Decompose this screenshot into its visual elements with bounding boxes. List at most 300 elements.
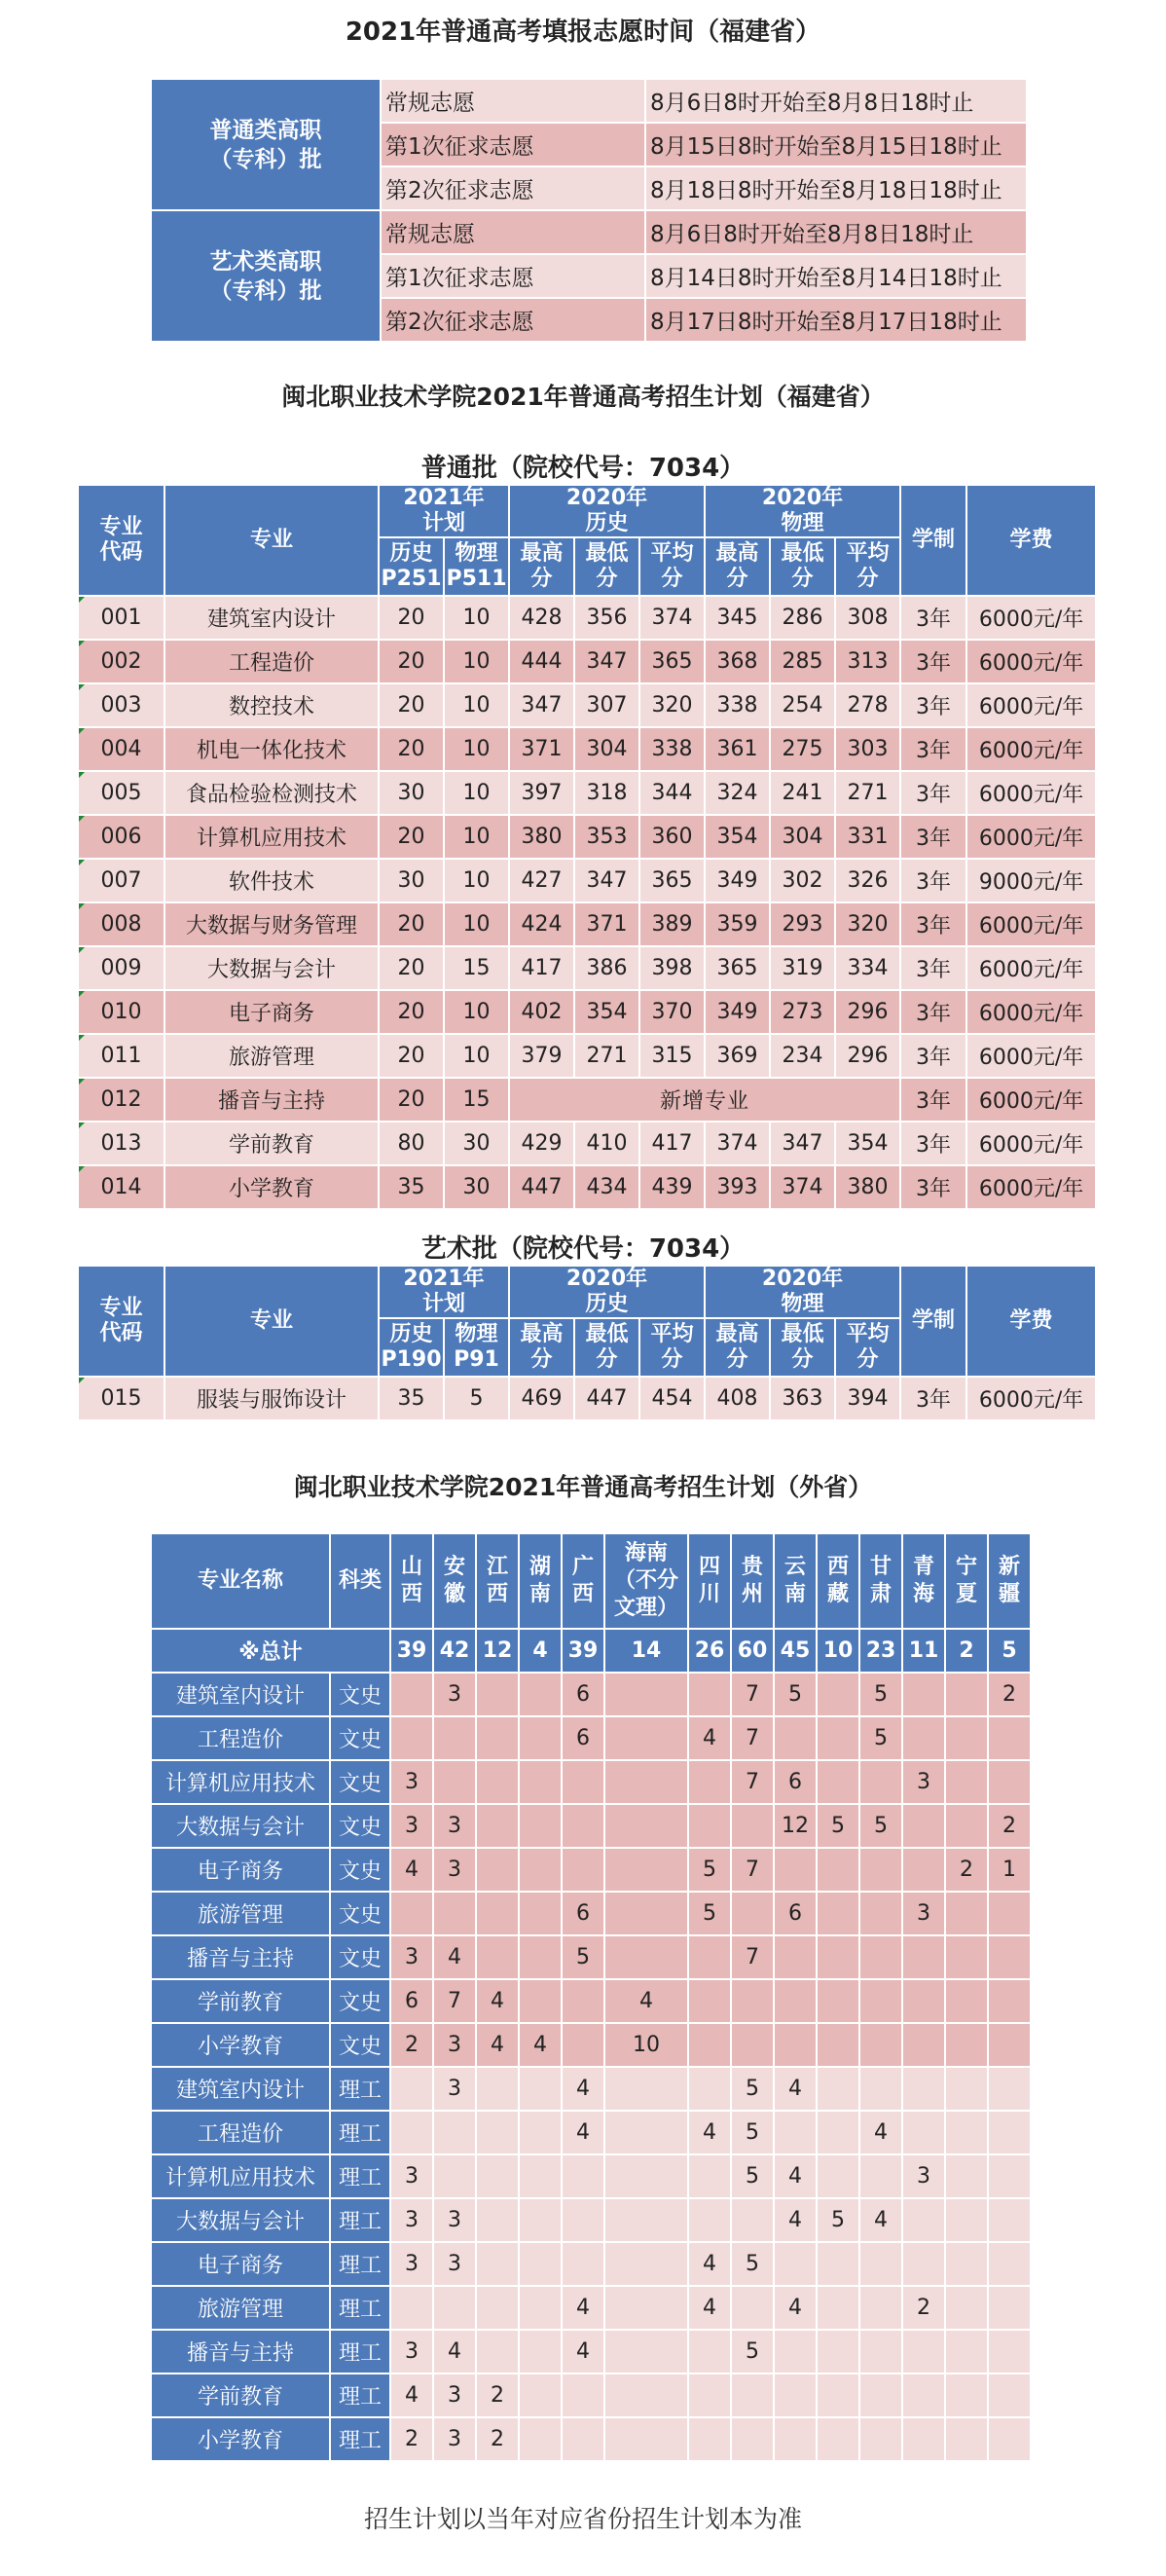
header-score-sub: 平均 分 bbox=[835, 1318, 900, 1377]
province-count: 5 bbox=[859, 1716, 902, 1760]
header-score-sub: 平均 分 bbox=[835, 537, 900, 596]
province-count bbox=[562, 2198, 604, 2242]
history-score: 304 bbox=[574, 727, 639, 771]
volunteer-time: 8月17日8时开始至8月17日18时止 bbox=[645, 298, 1027, 342]
physics-score: 334 bbox=[835, 946, 900, 990]
province-count bbox=[988, 2242, 1031, 2286]
total-value: 26 bbox=[688, 1629, 731, 1673]
plan-count: 35 bbox=[379, 1165, 444, 1209]
province-plan-row bbox=[151, 1716, 1031, 1760]
province-count bbox=[476, 1673, 519, 1716]
header-province: 四 川 bbox=[688, 1533, 731, 1629]
province-count: 4 bbox=[688, 2111, 731, 2154]
total-value: 11 bbox=[902, 1629, 945, 1673]
province-count bbox=[433, 1892, 476, 1935]
plan-count: 20 bbox=[379, 1034, 444, 1078]
plan-count: 10 bbox=[444, 815, 509, 859]
history-score: 347 bbox=[509, 683, 574, 727]
tuition-fee: 6000元/年 bbox=[966, 815, 1096, 859]
physics-score: 354 bbox=[835, 1122, 900, 1165]
major-code: 011 bbox=[78, 1034, 164, 1078]
province-count bbox=[988, 2417, 1031, 2461]
header-score-sub: 最高 分 bbox=[509, 1318, 574, 1377]
major-name: 学前教育 bbox=[164, 1122, 379, 1165]
province-count: 5 bbox=[688, 1892, 731, 1935]
header-fee: 学费 bbox=[966, 485, 1096, 596]
total-row bbox=[151, 1629, 1031, 1673]
major-code: 010 bbox=[78, 990, 164, 1034]
header-score-sub: 最低 分 bbox=[574, 1318, 639, 1377]
plan-count: 20 bbox=[379, 815, 444, 859]
province-count bbox=[817, 1760, 859, 1804]
volunteer-type: 第1次征求志愿 bbox=[381, 123, 645, 166]
batch-name: 艺术类高职 （专科）批 bbox=[151, 210, 381, 342]
province-count bbox=[688, 1935, 731, 1979]
province-plan-row bbox=[151, 2417, 1031, 2461]
province-count: 5 bbox=[731, 2067, 774, 2111]
batch-name: 普通类高职 （专科）批 bbox=[151, 79, 381, 210]
province-count bbox=[519, 2417, 562, 2461]
province-count bbox=[945, 1892, 988, 1935]
province-count bbox=[902, 1935, 945, 1979]
tuition-fee: 6000元/年 bbox=[966, 902, 1096, 946]
plan-count: 20 bbox=[379, 902, 444, 946]
province-count bbox=[945, 1979, 988, 2023]
physics-score: 345 bbox=[705, 596, 770, 640]
major-name: 旅游管理 bbox=[164, 1034, 379, 1078]
province-count: 4 bbox=[433, 2330, 476, 2374]
header-row bbox=[78, 485, 1096, 537]
volunteer-time: 8月14日8时开始至8月14日18时止 bbox=[645, 254, 1027, 298]
province-count bbox=[988, 2067, 1031, 2111]
volunteer-type: 第2次征求志愿 bbox=[381, 166, 645, 210]
header-province: 宁 夏 bbox=[945, 1533, 988, 1629]
province-count bbox=[688, 1760, 731, 1804]
province-count: 6 bbox=[774, 1892, 817, 1935]
province-count bbox=[817, 1979, 859, 2023]
physics-score: 374 bbox=[770, 1165, 835, 1209]
subject-kind: 理工 bbox=[330, 2154, 390, 2198]
province-count bbox=[476, 2111, 519, 2154]
province-count: 5 bbox=[817, 2198, 859, 2242]
province-count bbox=[604, 2286, 688, 2330]
major-name: 软件技术 bbox=[164, 859, 379, 902]
plan-count: 10 bbox=[444, 902, 509, 946]
province-count bbox=[604, 2154, 688, 2198]
study-years: 3年 bbox=[900, 946, 966, 990]
study-years: 3年 bbox=[900, 1122, 966, 1165]
major-name: 大数据与会计 bbox=[164, 946, 379, 990]
province-count: 3 bbox=[433, 2417, 476, 2461]
major-name: 数控技术 bbox=[164, 683, 379, 727]
subject-kind: 理工 bbox=[330, 2286, 390, 2330]
plan-count: 20 bbox=[379, 640, 444, 683]
physics-score: 361 bbox=[705, 727, 770, 771]
province-count bbox=[519, 1935, 562, 1979]
header-province: 西 藏 bbox=[817, 1533, 859, 1629]
province-count: 2 bbox=[390, 2417, 433, 2461]
plan-row bbox=[78, 771, 1096, 815]
province-count: 3 bbox=[433, 1673, 476, 1716]
subject-kind: 理工 bbox=[330, 2067, 390, 2111]
province-count: 7 bbox=[731, 1760, 774, 1804]
history-score: 379 bbox=[509, 1034, 574, 1078]
physics-score: 354 bbox=[705, 815, 770, 859]
plan-count: 15 bbox=[444, 1078, 509, 1122]
tuition-fee: 6000元/年 bbox=[966, 990, 1096, 1034]
province-plan-row bbox=[151, 2286, 1031, 2330]
province-count bbox=[859, 1760, 902, 1804]
major-code: 007 bbox=[78, 859, 164, 902]
subject-kind: 文史 bbox=[330, 1673, 390, 1716]
province-count bbox=[519, 1673, 562, 1716]
history-score: 371 bbox=[574, 902, 639, 946]
province-count bbox=[476, 1935, 519, 1979]
physics-score: 359 bbox=[705, 902, 770, 946]
history-score: 439 bbox=[639, 1165, 705, 1209]
header-province: 海南 （不分 文理） bbox=[604, 1533, 688, 1629]
header-physics-2020: 2020年 物理 bbox=[705, 1266, 900, 1318]
header-province: 安 徽 bbox=[433, 1533, 476, 1629]
study-years: 3年 bbox=[900, 727, 966, 771]
physics-score: 275 bbox=[770, 727, 835, 771]
header-province: 新 疆 bbox=[988, 1533, 1031, 1629]
major-code: 012 bbox=[78, 1078, 164, 1122]
province-count bbox=[859, 2330, 902, 2374]
history-score: 318 bbox=[574, 771, 639, 815]
physics-score: 324 bbox=[705, 771, 770, 815]
history-score: 427 bbox=[509, 859, 574, 902]
province-count bbox=[902, 1804, 945, 1848]
province-count bbox=[902, 1848, 945, 1892]
province-count bbox=[945, 2242, 988, 2286]
study-years: 3年 bbox=[900, 683, 966, 727]
province-count bbox=[817, 2067, 859, 2111]
total-value: 39 bbox=[390, 1629, 433, 1673]
province-count bbox=[817, 2111, 859, 2154]
tuition-fee: 6000元/年 bbox=[966, 640, 1096, 683]
header-plan-2021: 2021年 计划 bbox=[379, 1266, 509, 1318]
major-code: 009 bbox=[78, 946, 164, 990]
history-score: 444 bbox=[509, 640, 574, 683]
province-count bbox=[519, 1892, 562, 1935]
province-count bbox=[519, 2374, 562, 2417]
province-count bbox=[604, 2374, 688, 2417]
major-name: 计算机应用技术 bbox=[151, 2154, 330, 2198]
major-code: 001 bbox=[78, 596, 164, 640]
major-name: 学前教育 bbox=[151, 2374, 330, 2417]
province-count bbox=[476, 1892, 519, 1935]
province-count bbox=[859, 2242, 902, 2286]
study-years: 3年 bbox=[900, 815, 966, 859]
major-name: 服装与服饰设计 bbox=[164, 1377, 379, 1420]
province-count bbox=[988, 1716, 1031, 1760]
province-count bbox=[902, 1716, 945, 1760]
province-count bbox=[774, 1848, 817, 1892]
province-count: 4 bbox=[774, 2067, 817, 2111]
province-count bbox=[688, 2023, 731, 2067]
header-plan-sub: 历史 P251 bbox=[379, 537, 444, 596]
total-label: ※总计 bbox=[151, 1629, 390, 1673]
province-count bbox=[988, 1760, 1031, 1804]
total-value: 39 bbox=[562, 1629, 604, 1673]
province-count bbox=[604, 1673, 688, 1716]
history-score: 417 bbox=[639, 1122, 705, 1165]
province-count: 4 bbox=[859, 2111, 902, 2154]
province-count bbox=[817, 2154, 859, 2198]
plan-count: 20 bbox=[379, 596, 444, 640]
province-count bbox=[731, 1804, 774, 1848]
major-name: 计算机应用技术 bbox=[164, 815, 379, 859]
plan-row bbox=[78, 1078, 1096, 1122]
province-count: 5 bbox=[562, 1935, 604, 1979]
province-count: 2 bbox=[390, 2023, 433, 2067]
subject-kind: 文史 bbox=[330, 1804, 390, 1848]
plan-row bbox=[78, 640, 1096, 683]
header-kind: 科类 bbox=[330, 1533, 390, 1629]
physics-score: 273 bbox=[770, 990, 835, 1034]
province-count bbox=[604, 2330, 688, 2374]
province-count bbox=[945, 2067, 988, 2111]
province-count bbox=[688, 1804, 731, 1848]
province-count bbox=[688, 2330, 731, 2374]
plan-count: 10 bbox=[444, 990, 509, 1034]
plan-count: 30 bbox=[444, 1165, 509, 1209]
province-count: 7 bbox=[433, 1979, 476, 2023]
plan-row bbox=[78, 1122, 1096, 1165]
physics-score: 338 bbox=[705, 683, 770, 727]
plan-row bbox=[78, 946, 1096, 990]
history-score: 454 bbox=[639, 1377, 705, 1420]
physics-score: 326 bbox=[835, 859, 900, 902]
province-count: 3 bbox=[902, 2154, 945, 2198]
province-count: 5 bbox=[774, 1673, 817, 1716]
history-score: 417 bbox=[509, 946, 574, 990]
total-value: 10 bbox=[817, 1629, 859, 1673]
history-score: 353 bbox=[574, 815, 639, 859]
subject-kind: 理工 bbox=[330, 2417, 390, 2461]
plan-row bbox=[78, 990, 1096, 1034]
physics-score: 368 bbox=[705, 640, 770, 683]
volunteer-time: 8月15日8时开始至8月15日18时止 bbox=[645, 123, 1027, 166]
header-province: 湖 南 bbox=[519, 1533, 562, 1629]
major-name: 小学教育 bbox=[151, 2023, 330, 2067]
tuition-fee: 6000元/年 bbox=[966, 1078, 1096, 1122]
province-count bbox=[988, 1935, 1031, 1979]
province-count: 5 bbox=[859, 1673, 902, 1716]
major-code: 014 bbox=[78, 1165, 164, 1209]
province-count bbox=[476, 2286, 519, 2330]
total-value: 2 bbox=[945, 1629, 988, 1673]
physics-score: 241 bbox=[770, 771, 835, 815]
province-count bbox=[859, 2023, 902, 2067]
province-count bbox=[390, 2286, 433, 2330]
province-count: 4 bbox=[562, 2067, 604, 2111]
physics-score: 234 bbox=[770, 1034, 835, 1078]
province-plan-row bbox=[151, 2374, 1031, 2417]
province-count bbox=[945, 2111, 988, 2154]
history-score: 389 bbox=[639, 902, 705, 946]
header-code: 专业 代码 bbox=[78, 1266, 164, 1377]
history-score: 428 bbox=[509, 596, 574, 640]
header-history-2020: 2020年 历史 bbox=[509, 1266, 705, 1318]
province-count bbox=[519, 1716, 562, 1760]
history-score: 371 bbox=[509, 727, 574, 771]
province-count: 6 bbox=[562, 1892, 604, 1935]
tuition-fee: 6000元/年 bbox=[966, 727, 1096, 771]
province-plan-row bbox=[151, 2023, 1031, 2067]
province-count bbox=[859, 1848, 902, 1892]
province-count: 10 bbox=[604, 2023, 688, 2067]
province-count bbox=[902, 2023, 945, 2067]
header-plan-2021: 2021年 计划 bbox=[379, 485, 509, 537]
province-plan-row bbox=[151, 1848, 1031, 1892]
province-count bbox=[433, 2111, 476, 2154]
province-count bbox=[731, 1892, 774, 1935]
province-count bbox=[902, 2198, 945, 2242]
province-count bbox=[945, 2154, 988, 2198]
header-major: 专业 bbox=[164, 1266, 379, 1377]
header-province: 江 西 bbox=[476, 1533, 519, 1629]
province-count bbox=[604, 1760, 688, 1804]
province-count bbox=[774, 2330, 817, 2374]
header-score-sub: 平均 分 bbox=[639, 1318, 705, 1377]
plan-count: 30 bbox=[444, 1122, 509, 1165]
province-count bbox=[604, 1716, 688, 1760]
province-count bbox=[902, 2067, 945, 2111]
province-count: 2 bbox=[476, 2417, 519, 2461]
province-count bbox=[433, 2286, 476, 2330]
province-plan-row bbox=[151, 1935, 1031, 1979]
major-name: 旅游管理 bbox=[151, 1892, 330, 1935]
history-score: 320 bbox=[639, 683, 705, 727]
province-count bbox=[817, 2023, 859, 2067]
major-code: 003 bbox=[78, 683, 164, 727]
province-count: 4 bbox=[476, 2023, 519, 2067]
province-count bbox=[731, 2417, 774, 2461]
province-plan-row bbox=[151, 2198, 1031, 2242]
major-code: 013 bbox=[78, 1122, 164, 1165]
province-count bbox=[902, 1673, 945, 1716]
province-count bbox=[817, 1673, 859, 1716]
province-count: 5 bbox=[688, 1848, 731, 1892]
province-count: 4 bbox=[390, 1848, 433, 1892]
major-name: 食品检验检测技术 bbox=[164, 771, 379, 815]
province-count bbox=[774, 1979, 817, 2023]
province-count: 4 bbox=[774, 2286, 817, 2330]
header-score-sub: 最高 分 bbox=[705, 537, 770, 596]
tuition-fee: 6000元/年 bbox=[966, 1034, 1096, 1078]
province-count bbox=[519, 2198, 562, 2242]
header-province: 贵 州 bbox=[731, 1533, 774, 1629]
province-count bbox=[859, 1979, 902, 2023]
major-name: 工程造价 bbox=[164, 640, 379, 683]
province-count bbox=[433, 1716, 476, 1760]
header-plan-sub: 物理 P511 bbox=[444, 537, 509, 596]
province-count: 1 bbox=[988, 1848, 1031, 1892]
province-count bbox=[604, 1848, 688, 1892]
province-count bbox=[945, 2198, 988, 2242]
province-count bbox=[988, 1979, 1031, 2023]
province-count bbox=[519, 2111, 562, 2154]
study-years: 3年 bbox=[900, 990, 966, 1034]
total-value: 5 bbox=[988, 1629, 1031, 1673]
plan-count: 20 bbox=[379, 946, 444, 990]
province-count: 4 bbox=[688, 2286, 731, 2330]
province-count: 3 bbox=[390, 1760, 433, 1804]
province-count bbox=[817, 1935, 859, 1979]
title-filling-schedule: 2021年普通高考填报志愿时间（福建省） bbox=[345, 18, 821, 47]
tuition-fee: 6000元/年 bbox=[966, 1122, 1096, 1165]
province-count bbox=[562, 1848, 604, 1892]
province-count: 4 bbox=[562, 2330, 604, 2374]
plan-count: 10 bbox=[444, 859, 509, 902]
province-count bbox=[731, 2198, 774, 2242]
province-count bbox=[476, 1804, 519, 1848]
province-count bbox=[902, 2374, 945, 2417]
plan-row bbox=[78, 815, 1096, 859]
other-provinces-table bbox=[150, 1532, 1032, 2462]
header-major: 专业 bbox=[164, 485, 379, 596]
province-count bbox=[476, 2198, 519, 2242]
province-count: 3 bbox=[433, 1804, 476, 1848]
physics-score: 393 bbox=[705, 1165, 770, 1209]
history-score: 338 bbox=[639, 727, 705, 771]
province-count bbox=[519, 2067, 562, 2111]
province-count: 3 bbox=[902, 1892, 945, 1935]
major-name: 机电一体化技术 bbox=[164, 727, 379, 771]
province-count bbox=[902, 2330, 945, 2374]
province-count bbox=[988, 2023, 1031, 2067]
physics-score: 320 bbox=[835, 902, 900, 946]
volunteer-time: 8月6日8时开始至8月8日18时止 bbox=[645, 210, 1027, 254]
plan-row bbox=[78, 902, 1096, 946]
province-count bbox=[688, 1979, 731, 2023]
province-count bbox=[519, 1804, 562, 1848]
tuition-fee: 9000元/年 bbox=[966, 859, 1096, 902]
tuition-fee: 6000元/年 bbox=[966, 683, 1096, 727]
province-count bbox=[604, 2111, 688, 2154]
volunteer-time: 8月6日8时开始至8月8日18时止 bbox=[645, 79, 1027, 123]
header-score-sub: 最低 分 bbox=[770, 537, 835, 596]
province-count: 7 bbox=[731, 1716, 774, 1760]
study-years: 3年 bbox=[900, 771, 966, 815]
province-count bbox=[945, 1935, 988, 1979]
study-years: 3年 bbox=[900, 1078, 966, 1122]
plan-count: 15 bbox=[444, 946, 509, 990]
history-score: 370 bbox=[639, 990, 705, 1034]
province-count bbox=[817, 2242, 859, 2286]
physics-score: 254 bbox=[770, 683, 835, 727]
subject-kind: 文史 bbox=[330, 1935, 390, 1979]
physics-score: 331 bbox=[835, 815, 900, 859]
province-count: 7 bbox=[731, 1848, 774, 1892]
province-count bbox=[519, 2330, 562, 2374]
header-years: 学制 bbox=[900, 485, 966, 596]
province-count: 6 bbox=[774, 1760, 817, 1804]
province-count: 5 bbox=[731, 2330, 774, 2374]
province-count bbox=[945, 2417, 988, 2461]
header-years: 学制 bbox=[900, 1266, 966, 1377]
study-years: 3年 bbox=[900, 640, 966, 683]
province-count bbox=[562, 1760, 604, 1804]
physics-score: 394 bbox=[835, 1377, 900, 1420]
province-count bbox=[859, 2154, 902, 2198]
province-count: 5 bbox=[731, 2242, 774, 2286]
history-score: 374 bbox=[639, 596, 705, 640]
plan-row bbox=[78, 1377, 1096, 1420]
province-count bbox=[519, 1760, 562, 1804]
